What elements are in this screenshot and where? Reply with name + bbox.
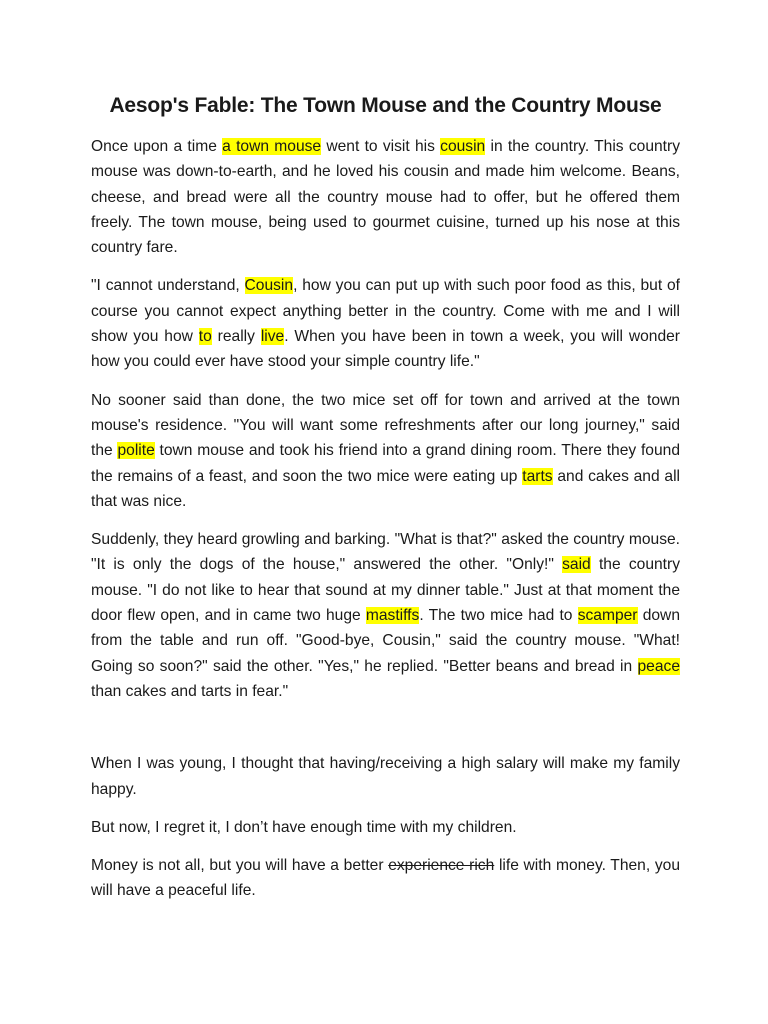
text-run: went to visit his <box>321 138 441 155</box>
fable-paragraph-1 <box>91 134 680 260</box>
document-title: Aesop's Fable: The Town Mouse and the Country Mouse <box>109 94 662 117</box>
text-run: Suddenly, they heard growling and barking. "What is that?" asked the country mouse. "It is only the dogs of the house," answered the other. "Only!" <box>91 531 680 574</box>
note-paragraph-2 <box>91 815 680 840</box>
text-run: But now, I regret it, I don’t have enough time with my children. <box>91 818 517 836</box>
fable-paragraph-3 <box>91 388 680 514</box>
highlighted-text: tarts <box>522 467 553 485</box>
text-run: . When you have been in town a week, you will wonder how you could ever have stood your simple country life." <box>91 328 680 371</box>
text-run: down from the table and run off. "Good-bye, Cousin," said the country mouse. "What! Going so soon?" said the other. "Yes," he replied. "Better beans and bread in <box>91 607 680 675</box>
section-spacer <box>91 717 680 751</box>
text-run: Money is not all, but you will have a better <box>91 857 389 875</box>
highlighted-text: mastiffs <box>365 607 420 625</box>
fable-paragraph-2 <box>91 273 680 374</box>
text-run: in the country. This country mouse was down-to-earth, and he loved his cousin and made him welcome. Beans, cheese, and bread were all the country mouse had to offer, but he offered them freely. The town mouse, being used to gourmet cuisine, turned up his nose at this country fare. <box>91 138 680 257</box>
highlighted-text: scamper <box>577 607 638 625</box>
text-run: , how you can put up with such poor food as this, but of course you cannot expect anything better in the country. Come with me and I will show you how <box>91 277 681 346</box>
reflection-notes <box>91 751 680 903</box>
struck-text: experience rich <box>388 857 495 875</box>
highlighted-text: polite <box>117 442 155 460</box>
text-run: and cakes and all that was nice. <box>91 467 681 510</box>
text-run: life with money. Then, you will have a peaceful life. <box>91 857 680 900</box>
highlighted-text: said <box>562 556 591 574</box>
note-paragraph-3 <box>91 853 680 904</box>
text-run: than cakes and tarts in fear." <box>91 682 289 700</box>
text-run: "I cannot understand, <box>91 277 245 295</box>
text-run: town mouse and took his friend into a grand dining room. There they found the remains of a feast, and soon the two mice were eating up <box>91 442 680 485</box>
text-run: . The two mice had to <box>419 607 578 625</box>
text-run: When I was young, I thought that having/receiving a high salary will make my family happy. <box>91 755 680 798</box>
highlighted-text: to <box>198 328 212 346</box>
highlighted-text: cousin <box>440 138 486 155</box>
text-run: really <box>211 328 261 346</box>
fable-paragraph-4 <box>91 527 680 704</box>
highlighted-text: a town mouse <box>222 138 322 155</box>
fable-body <box>91 134 680 704</box>
note-paragraph-1 <box>91 751 680 802</box>
text-run: No sooner said than done, the two mice set off for town and arrived at the town mouse's residence. "You will want some refreshments after our long journey," said the <box>91 391 680 460</box>
text-run: the country mouse. "I do not like to hear that sound at my dinner table." Just at that moment the door flew open, and in came two huge <box>91 556 681 625</box>
highlighted-text: peace <box>637 657 680 675</box>
highlighted-text: Cousin <box>244 277 294 295</box>
text-run: Once upon a time <box>91 138 223 155</box>
highlighted-text: live <box>260 328 285 346</box>
